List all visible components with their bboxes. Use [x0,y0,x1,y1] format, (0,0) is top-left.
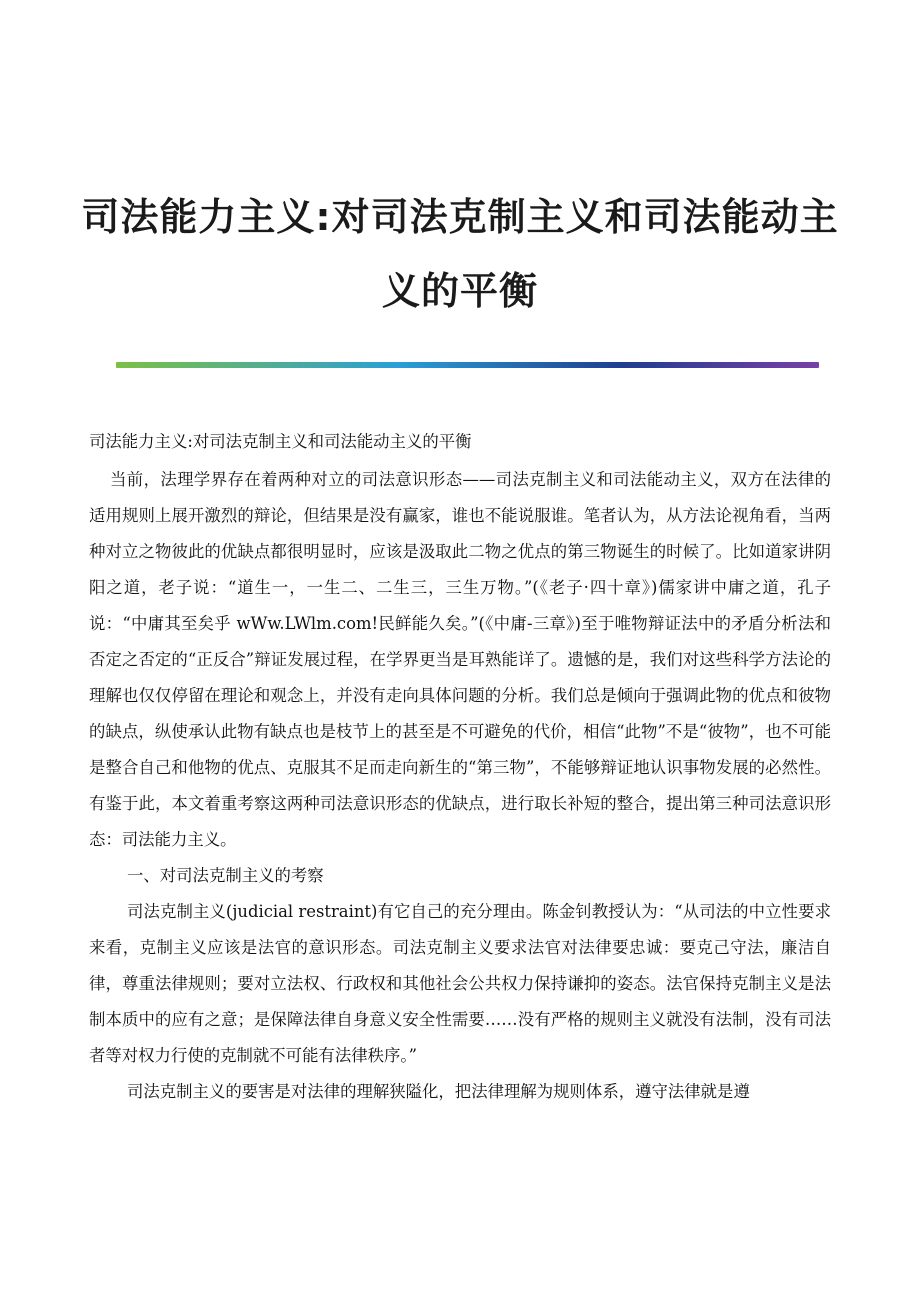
paragraph-restraint-critique: 司法克制主义的要害是对法律的理解狭隘化，把法律理解为规则体系，遵守法律就是遵 [127,1082,750,1101]
title-gradient-bar [116,362,819,368]
document-body [89,424,831,1110]
section-subtitle: 司法能力主义:对司法克制主义和司法能动主义的平衡 [89,432,472,451]
section-heading: 一、对司法克制主义的考察 [127,866,324,885]
paragraph-intro: 当前，法理学界存在着两种对立的司法意识形态——司法克制主义和司法能动主义，双方在法律的适用规则上展开激烈的辩论，但结果是没有赢家，谁也不能说服谁。笔者认为，从方法论视角看，当两种对立之物彼此的优缺点都很明显时，应该是汲取此二物之优点的第三物诞生的时候了。比如道家讲阴阳之道，老子说：“道生一，一生二、二生三，三生万物。”(《老子·四十章》)儒家讲中庸之道，孔子说：“中庸其至矣乎 wWw.LWlm.com!民鲜能久矣。”(《中庸-三章》)至于唯物辩证法中的矛盾分析法和否定之否定的“正反合”辩证发展过程，在学界更当是耳熟能详了。遗憾的是，我们对这些科学方法论的理解也仅仅停留在理论和观念上，并没有走向具体问题的分析。我们总是倾向于强调此物的优点和彼物的缺点，纵使承认此物有缺点也是枝节上的甚至是不可避免的代价，相信“此物”不是“彼物”，也不可能是整合自己和他物的优点、克服其不足而走向新生的“第三物”，不能够辩证地认识事物发展的必然性。有鉴于此，本文着重考察这两种司法意识形态的优缺点，进行取长补短的整合，提出第三种司法意识形态：司法能力主义。 [89,470,831,849]
document-title: 司法能力主义:对司法克制主义和司法能动主义的平衡 [81,195,839,313]
paragraph-restraint: 司法克制主义(judicial restraint)有它自己的充分理由。陈金钊教授认为：“从司法的中立性要求来看，克制主义应该是法官的意识形态。司法克制主义要求法官对法律要忠诚：要克己守法，廉洁自律，尊重法律规则；要对立法权、行政权和其他社会公共权力保持谦抑的姿态。法官保持克制主义是法制本质中的应有之意；是保障法律自身意义安全性需要……没有严格的规则主义就没有法制，没有司法者等对权力行使的克制就不可能有法律秩序。” [89,902,831,1065]
